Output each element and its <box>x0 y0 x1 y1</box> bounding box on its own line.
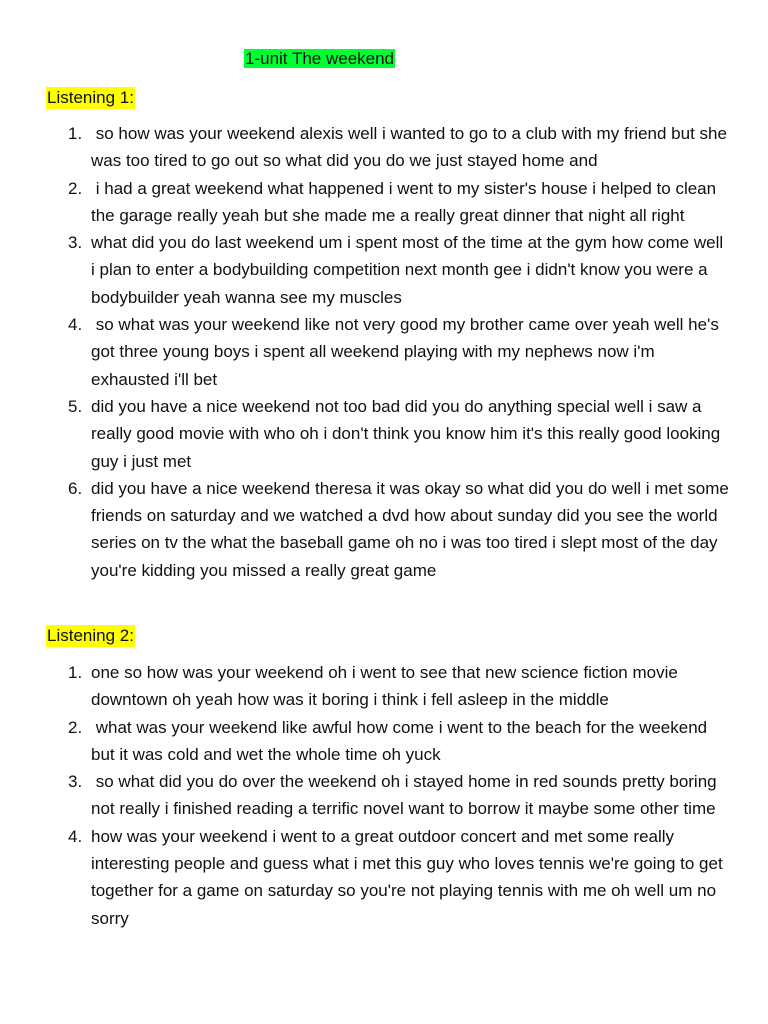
listening-2-list <box>68 659 731 932</box>
list-item-text: so what was your weekend like not very good my brother came over yeah well he's got three young boys i spent all weekend playing with my nephews now i'm exhausted i'll bet <box>91 315 724 389</box>
list-item-number: 2. <box>68 717 83 737</box>
list-item-text: what was your weekend like awful how come i went to the beach for the weekend but it was cold and wet the whole time oh yuck <box>91 717 712 764</box>
list-item-text: did you have a nice weekend theresa it was okay so what did you do well i met some friends on saturday and we watched a dvd how about sunday did you see the world series on tv the what the baseball game oh no i was too tired i slept most of the day you're kidding you missed a really great game <box>91 478 734 580</box>
list-item <box>68 393 731 475</box>
list-item-number: 3. <box>68 772 83 792</box>
list-item-text: i had a great weekend what happened i went to my sister's house i helped to clean the garage really yeah but she made me a really great dinner that night all right <box>91 178 721 225</box>
list-item <box>68 659 731 714</box>
list-item-number: 4. <box>68 826 83 846</box>
list-item-text: what did you do last weekend um i spent most of the time at the gym how come well i plan to enter a bodybuilding competition next month gee i didn't know you were a bodybuilder yeah wanna see my muscles <box>91 233 728 307</box>
list-item-text: how was your weekend i went to a great outdoor concert and met some really interesting people and guess what i met this guy who loves tennis we're going to get together for a game on saturday so you're not playing tennis with me oh well um no sorry <box>91 826 728 928</box>
list-item-number: 3. <box>68 233 83 253</box>
list-item-number: 1. <box>68 663 83 682</box>
list-item-number: 5. <box>68 396 83 416</box>
list-item-number: 1. <box>68 124 83 143</box>
list-item-text: so what did you do over the weekend oh i stayed home in red sounds pretty boring not really i finished reading a terrific novel want to borrow it maybe some other time <box>91 772 722 819</box>
list-item <box>68 768 731 823</box>
listening-1-heading: Listening 1: <box>47 88 134 107</box>
list-item-text: did you have a nice weekend not too bad did you do anything special well i saw a really good movie with who oh i don't think you know him it's this really good looking guy i just met <box>91 396 725 471</box>
list-item-text: one so how was your weekend oh i went to see that new science fiction movie downtown oh yeah how was it boring i think i fell asleep in the middle <box>91 663 683 710</box>
list-item-number: 2. <box>68 178 83 198</box>
list-item-number: 4. <box>68 315 83 335</box>
list-item <box>68 175 731 230</box>
list-item-text: so how was your weekend alexis well i wanted to go to a club with my friend but she was too tired to go out so what did you do we just stayed home and <box>91 124 732 171</box>
title-container <box>244 48 395 70</box>
listening-2-heading: Listening 2: <box>47 626 134 645</box>
listening-1-list <box>68 120 734 584</box>
list-item <box>68 823 731 932</box>
list-item-number: 6. <box>68 478 83 498</box>
list-item <box>68 311 731 393</box>
list-item <box>68 475 734 584</box>
list-item <box>68 229 731 311</box>
list-item <box>68 120 732 175</box>
list-item <box>68 714 731 769</box>
page-title: 1-unit The weekend <box>245 49 395 68</box>
